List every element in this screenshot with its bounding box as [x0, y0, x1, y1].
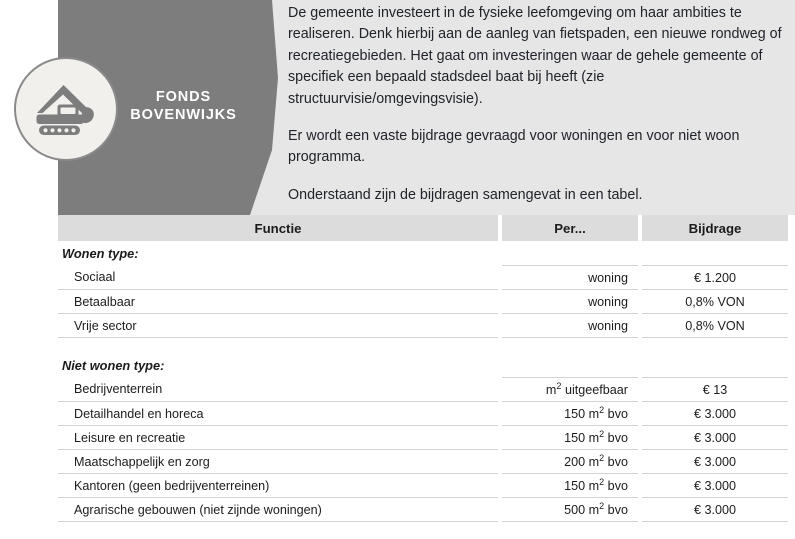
table-group-spacer [500, 241, 640, 266]
cell-functie: Bedrijventerrein [58, 378, 500, 402]
cell-bijdrage: € 13 [640, 378, 788, 402]
cell-bijdrage: € 3.000 [640, 474, 788, 498]
cell-bijdrage: 0,8% VON [640, 314, 788, 338]
table-group-spacer [640, 353, 788, 378]
cell-bijdrage: € 3.000 [640, 402, 788, 426]
table-row [58, 378, 788, 402]
table-group-spacer [500, 353, 640, 378]
column-header-bijdrage: Bijdrage [640, 215, 788, 241]
column-header-functie: Functie [58, 215, 500, 241]
cell-per: 150 $m^2$ bvo [500, 474, 640, 498]
table-group-row [58, 241, 788, 266]
banner-paragraph-3: Onderstaand zijn de bijdragen samengevat in een tabel. [288, 186, 643, 203]
cell-per: woning [500, 290, 640, 314]
cell-per: woning [500, 266, 640, 290]
cell-per: 500 $m^2$ bvo [500, 498, 640, 522]
table-gap-row [58, 338, 788, 354]
banner-paragraph-1: De gemeente investeert in de fysieke leefomgeving om haar ambities te realiseren. Denk hierbij aan de aanleg van fietspaden, een nieuwe rondweg of recreatiegebieden. Het gaat om investeringen waar de gehele gemeente of specifiek een bepaald stadsdeel baat bij heeft (zie structuurvisie/omgevingsvisie). [288, 5, 782, 107]
table-row [58, 450, 788, 474]
cell-functie: Detailhandel en horeca [58, 402, 500, 426]
column-header-per: Per... [500, 215, 640, 241]
cell-functie: Agrarische gebouwen (niet zijnde woningen) [58, 498, 500, 522]
table-row [58, 314, 788, 338]
table-header [58, 215, 788, 241]
excavator-icon [30, 81, 102, 137]
banner-title [96, 88, 271, 124]
table-row [58, 290, 788, 314]
cell-per: 200 $m^2$ bvo [500, 450, 640, 474]
gap-cell [58, 338, 500, 354]
table-header-row [58, 215, 788, 241]
table-group-label: Wonen type: [58, 241, 500, 266]
cell-functie: Kantoren (geen bedrijventerreinen) [58, 474, 500, 498]
table-row [58, 266, 788, 290]
banner-description [288, 3, 788, 206]
cell-per: woning [500, 314, 640, 338]
table-row [58, 426, 788, 450]
gap-cell [500, 338, 640, 354]
header-banner [0, 0, 795, 215]
cell-functie: Maatschappelijk en zorg [58, 450, 500, 474]
table-row [58, 402, 788, 426]
table-row [58, 474, 788, 498]
cell-per: 150 $m^2$ bvo [500, 426, 640, 450]
table-body [58, 241, 788, 522]
table-group-label: Niet wonen type: [58, 353, 500, 378]
table-row [58, 498, 788, 522]
cell-functie: Sociaal [58, 266, 500, 290]
table-group-spacer [640, 241, 788, 266]
cell-functie: Leisure en recreatie [58, 426, 500, 450]
cell-per: $m^2$ uitgeefbaar [500, 378, 640, 402]
cell-bijdrage: € 3.000 [640, 498, 788, 522]
contributions-table [58, 215, 788, 522]
cell-bijdrage: € 3.000 [640, 426, 788, 450]
gap-cell [640, 338, 788, 354]
cell-bijdrage: 0,8% VON [640, 290, 788, 314]
banner-title-line1: FONDS [155, 89, 212, 105]
table-group-row [58, 353, 788, 378]
cell-bijdrage: € 3.000 [640, 450, 788, 474]
cell-functie: Betaalbaar [58, 290, 500, 314]
banner-paragraph-2: Er wordt een vaste bijdrage gevraagd voor woningen en voor niet woon programma. [288, 128, 740, 166]
banner-title-line2: BOVENWIJKS [130, 107, 237, 123]
cell-per: 150 $m^2$ bvo [500, 402, 640, 426]
cell-functie: Vrije sector [58, 314, 500, 338]
cell-bijdrage: € 1.200 [640, 266, 788, 290]
